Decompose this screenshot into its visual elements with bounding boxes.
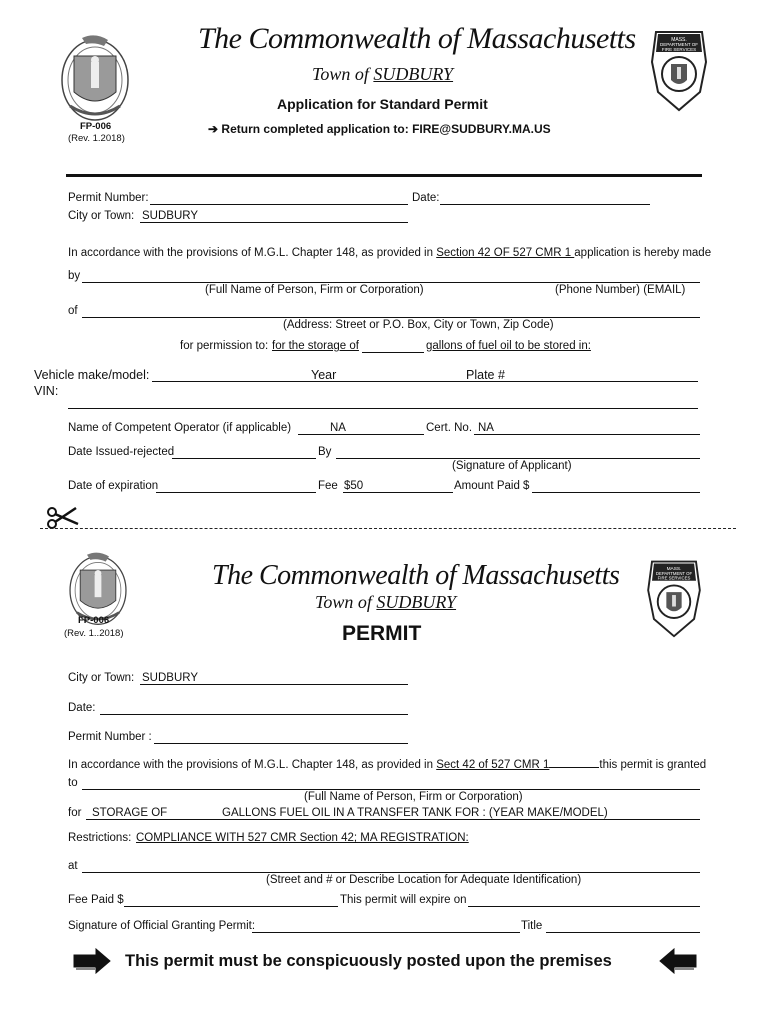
form-number: FP-006: [80, 121, 112, 132]
permit-town-line: [315, 592, 456, 613]
phone-caption: (Phone Number) (EMAIL): [555, 284, 686, 296]
official-signature-label: Signature of Official Granting Permit:: [68, 920, 256, 932]
title-label: Title: [521, 920, 543, 932]
of-label: of: [68, 305, 78, 317]
for-field[interactable]: [86, 819, 700, 820]
at-label: at: [68, 860, 78, 872]
issued-label: Date Issued-rejected: [68, 446, 175, 458]
permit-number-field[interactable]: [150, 204, 408, 205]
provisions-b: application is hereby made: [574, 247, 712, 259]
issued-field[interactable]: [172, 458, 316, 459]
town-prefix: Town of: [315, 592, 372, 612]
full-name-caption: (Full Name of Person, Firm or Corporation): [205, 284, 424, 296]
date-label: Date:: [412, 192, 440, 204]
restrictions-label: Restrictions:: [68, 832, 132, 844]
location-field[interactable]: [82, 872, 700, 873]
operator-field[interactable]: [298, 434, 424, 435]
title-field[interactable]: [546, 932, 700, 933]
permit-heading: PERMIT: [342, 622, 422, 645]
arrow-right-icon: [72, 948, 112, 974]
permit-date-label: Date:: [68, 702, 96, 714]
provisions-text: [68, 247, 711, 259]
grantee-field[interactable]: [82, 789, 700, 790]
permit-city-value: SUDBURY: [142, 672, 199, 684]
address-field[interactable]: [82, 317, 700, 318]
operator-label: Name of Competent Operator (if applicable): [68, 422, 292, 434]
plate-label: Plate #: [466, 368, 505, 382]
arrow-right-small-icon: ➔: [208, 122, 219, 136]
grantee-caption: (Full Name of Person, Firm or Corporation): [304, 791, 523, 803]
badge-line1: MASS.: [666, 567, 682, 573]
amount-label: Amount Paid $: [454, 480, 530, 492]
for-value-a: STORAGE OF: [92, 807, 168, 819]
vin-label: VIN:: [34, 384, 59, 398]
full-name-field[interactable]: [82, 282, 700, 283]
restrictions-value: COMPLIANCE WITH 527 CMR Section 42; MA REGISTRATION:: [136, 832, 469, 844]
gallons-field[interactable]: [362, 352, 424, 353]
expiration-label: Date of expiration: [68, 480, 159, 492]
for-value-b: GALLONS FUEL OIL IN A TRANSFER TANK FOR : (YEAR MAKE/MODEL): [222, 807, 608, 819]
badge-line3: FIRE SERVICES: [657, 575, 691, 581]
city-field[interactable]: [140, 222, 408, 223]
permit-city-field[interactable]: [140, 684, 408, 685]
town-prefix: Town of: [312, 64, 369, 84]
permit-date-field[interactable]: [100, 714, 408, 715]
permit-number-field[interactable]: [154, 743, 408, 744]
application-heading: Application for Standard Permit: [277, 96, 488, 112]
permission-label: for permission to:: [180, 340, 269, 352]
permit-title: The Commonwealth of Massachusetts: [212, 560, 620, 591]
badge-line3: FIRE SERVICES: [661, 47, 697, 52]
expiration-field[interactable]: [156, 492, 316, 493]
town-name: SUDBURY: [373, 64, 454, 84]
fee-paid-field[interactable]: [124, 906, 338, 907]
scissors-icon: [46, 506, 80, 530]
fee-label: Fee: [318, 480, 338, 492]
vehicle-label: Vehicle make/model:: [34, 368, 150, 382]
provisions-blank: [549, 757, 599, 768]
provisions-a: In accordance with the provisions of M.G.L. Chapter 148, as provided in: [68, 247, 434, 259]
cut-line: [40, 528, 736, 529]
permit-number-label: Permit Number :: [68, 731, 152, 743]
year-label: Year: [311, 368, 337, 382]
signature-caption: (Signature of Applicant): [452, 460, 572, 472]
provisions-b: this permit is granted: [599, 759, 707, 771]
by2-label: By: [318, 446, 332, 458]
town-name: SUDBURY: [376, 592, 457, 612]
fee-paid-label: Fee Paid $: [68, 894, 124, 906]
city-label: City or Town:: [68, 210, 135, 222]
to-label: to: [68, 777, 78, 789]
expire-label: This permit will expire on: [340, 894, 467, 906]
operator-value: NA: [330, 422, 346, 434]
cert-value: NA: [478, 422, 494, 434]
permit-provisions: [68, 757, 706, 771]
fire-services-badge-icon: [648, 22, 710, 114]
cert-label: Cert. No.: [426, 422, 473, 434]
page-title: The Commonwealth of Massachusetts: [198, 22, 636, 55]
header-rule: [66, 174, 702, 177]
city-value: SUDBURY: [142, 210, 199, 222]
vehicle-field[interactable]: [152, 381, 698, 382]
permit-form-number: FP-006: [78, 615, 110, 626]
expire-field[interactable]: [468, 906, 700, 907]
permission-value-b: gallons of fuel oil to be stored in:: [426, 340, 591, 352]
badge-line2: DEPARTMENT OF: [659, 42, 699, 47]
provisions-a: In accordance with the provisions of M.G.L. Chapter 148, as provided in: [68, 759, 434, 771]
permit-city-label: City or Town:: [68, 672, 135, 684]
badge-line1: MASS.: [671, 37, 687, 43]
official-signature-field[interactable]: [252, 932, 520, 933]
state-seal-icon: [60, 30, 130, 122]
address-caption: (Address: Street or P.O. Box, City or Town, Zip Code): [283, 319, 554, 331]
fire-services-badge-icon: [644, 552, 704, 640]
fee-field[interactable]: [343, 492, 453, 493]
return-text: Return completed application to: FIRE@SUDBURY.MA.US: [221, 122, 551, 136]
location-caption: (Street and # or Describe Location for Adequate Identification): [266, 874, 582, 886]
date-field[interactable]: [440, 204, 650, 205]
provisions-link: Section 42 OF 527 CMR 1: [436, 247, 575, 259]
form-revision: (Rev. 1.2018): [68, 133, 125, 144]
applicant-signature-field[interactable]: [336, 458, 700, 459]
return-instructions: [208, 122, 551, 136]
town-line: [312, 64, 453, 85]
cert-field[interactable]: [474, 434, 700, 435]
arrow-left-icon: [658, 948, 698, 974]
footer-notice: This permit must be conspicuously posted upon the premises: [125, 952, 612, 970]
amount-field[interactable]: [532, 492, 700, 493]
badge-line2: DEPARTMENT OF: [655, 570, 693, 576]
vin-field[interactable]: [68, 408, 698, 409]
fee-value: $50: [344, 480, 364, 492]
permission-value-a: for the storage of: [272, 340, 359, 352]
for-label: for: [68, 807, 82, 819]
provisions-link: Sect 42 of 527 CMR 1: [436, 759, 550, 771]
by-label: by: [68, 270, 81, 282]
permit-number-label: Permit Number:: [68, 192, 149, 204]
permit-form-revision: (Rev. 1..2018): [64, 628, 124, 639]
